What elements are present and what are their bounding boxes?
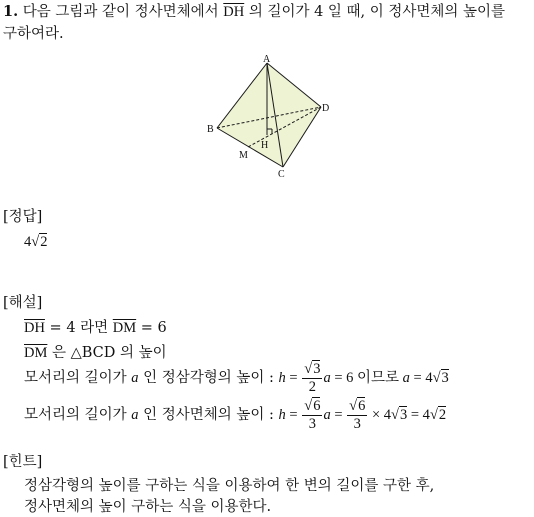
hint-header: [힌트] (3, 454, 43, 470)
solution-line-1 (24, 318, 167, 338)
radicand-6: 6 (358, 398, 366, 414)
radicand-3: 3 (313, 361, 321, 377)
tetrahedron-figure (200, 55, 340, 180)
fraction-sqrt6-over-3: $\frac{√6}{3}$ (349, 398, 366, 432)
result-coef: = 4 (407, 407, 430, 423)
result-sqrt2: √2 (429, 407, 447, 423)
hint-line-2: 정사면체의 높이 구하는 식을 이용한다. (24, 499, 272, 515)
label-b: B (207, 124, 214, 135)
equals: = (285, 370, 302, 386)
radicand-3: 3 (441, 370, 449, 386)
times-four: × 4 (368, 407, 392, 423)
answer-coef: 4 (24, 234, 32, 250)
solution-seg-dh: $\overline{DH}$ (24, 320, 45, 336)
solution-l2-seg: $\overline{DM}$ (24, 345, 48, 361)
solution-line-4 (24, 399, 446, 431)
problem-line-2: 구하여라. (3, 26, 64, 42)
solution-l3-mid: 인 정삼각형의 높이 : (138, 370, 279, 386)
var-a: a (131, 407, 139, 423)
var-h: h (278, 407, 286, 423)
sqrt3: √3 (391, 407, 408, 423)
var-h: h (278, 370, 286, 386)
denominator-3: 3 (353, 415, 361, 432)
solution-l1-mid: = 4 라면 (44, 320, 113, 336)
var-a: a (131, 370, 139, 386)
answer-value (24, 232, 47, 252)
answer-header: [정답] (3, 209, 43, 225)
var-a: a (323, 370, 331, 386)
denominator-3: 3 (308, 415, 316, 432)
result-sqrt3: √3 (432, 370, 449, 386)
solution-l2-mid: 은 △BCD 의 높이 (47, 345, 167, 361)
answer-sqrt: √2 (31, 234, 48, 250)
result-coef: = 4 (409, 370, 433, 386)
problem-text-1b: 의 길이가 4 일 때, 이 정사면체의 높이를 (244, 4, 506, 20)
equals: = (330, 407, 347, 423)
label-a: A (263, 55, 271, 65)
solution-line-3 (24, 362, 449, 394)
label-h: H (261, 140, 269, 151)
solution-line-2 (24, 343, 167, 363)
solution-l1-end: = 6 (136, 320, 167, 336)
var-a: a (402, 370, 410, 386)
hint-line-1: 정삼각형의 높이를 구하는 식을 이용하여 한 변의 길이를 구한 후, (24, 478, 435, 494)
fraction-sqrt6-over-3: $\frac{√6}{3}$ (304, 398, 321, 432)
equals: = (285, 407, 302, 423)
radicand-6: 6 (313, 398, 321, 414)
label-m: M (239, 150, 248, 161)
problem-line-1 (3, 2, 505, 22)
answer-radicand: 2 (40, 234, 48, 250)
label-c: C (278, 169, 285, 180)
problem-number: 1. (3, 3, 19, 20)
fraction-sqrt3-over-2: $\frac{√3}{2}$ (304, 361, 321, 395)
radicand-3: 3 (400, 407, 408, 423)
var-a: a (323, 407, 331, 423)
solution-l3-after: = 6 이므로 (330, 370, 403, 386)
denominator-2: 2 (308, 378, 316, 395)
problem-text-1a: 다음 그림과 같이 정사면체에서 (18, 4, 224, 20)
solution-l4-mid: 인 정사면체의 높이 : (138, 407, 279, 423)
radicand-2: 2 (438, 407, 447, 423)
solution-header: [해설] (3, 295, 43, 311)
solution-seg-dm: $\overline{DM}$ (112, 320, 137, 336)
segment-dh: $\overline{DH}$ (223, 4, 245, 20)
solution-l4-pre: 모서리의 길이가 (24, 407, 132, 423)
solution-l3-pre: 모서리의 길이가 (24, 370, 132, 386)
label-d: D (322, 103, 330, 114)
